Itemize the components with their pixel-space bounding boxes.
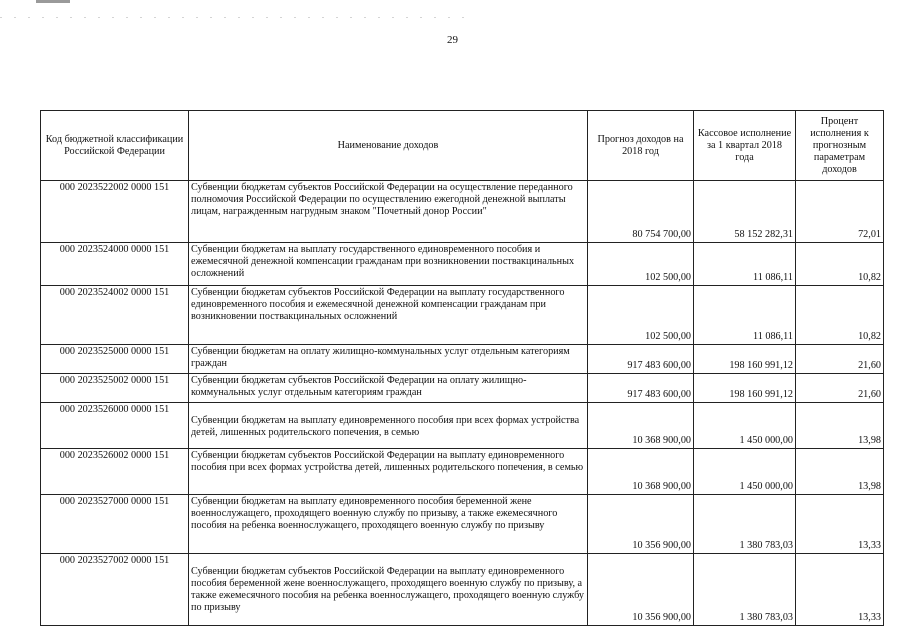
row-code: 000 2023522002 0000 151 bbox=[41, 181, 189, 243]
row-forecast: 80 754 700,00 bbox=[588, 181, 694, 243]
row-executed: 198 160 991,12 bbox=[694, 345, 796, 374]
page-number: 29 bbox=[447, 34, 458, 46]
table-row bbox=[41, 243, 884, 286]
table-row bbox=[41, 403, 884, 449]
row-forecast: 10 368 900,00 bbox=[588, 449, 694, 495]
table-row bbox=[41, 286, 884, 345]
table-row bbox=[41, 495, 884, 554]
header-name: Наименование доходов bbox=[189, 111, 588, 181]
row-code: 000 2023524002 0000 151 bbox=[41, 286, 189, 345]
row-executed: 58 152 282,31 bbox=[694, 181, 796, 243]
row-forecast: 10 356 900,00 bbox=[588, 554, 694, 626]
revenue-table bbox=[40, 110, 884, 626]
table-row bbox=[41, 374, 884, 403]
row-code: 000 2023527002 0000 151 bbox=[41, 554, 189, 626]
row-name: Субвенции бюджетам на выплату единовременного пособия при всех формах устройства детей, лишенных родительского попечения, в семью bbox=[189, 403, 588, 449]
table-row bbox=[41, 181, 884, 243]
row-executed: 11 086,11 bbox=[694, 243, 796, 286]
header-code: Код бюджетной классификации Российской Федерации bbox=[41, 111, 189, 181]
scan-artifact-dots bbox=[0, 17, 470, 18]
row-name: Субвенции бюджетам на оплату жилищно-коммунальных услуг отдельным категориям граждан bbox=[189, 345, 588, 374]
table-header-row bbox=[41, 111, 884, 181]
row-forecast: 102 500,00 bbox=[588, 286, 694, 345]
header-percent: Процент исполнения к прогнозным параметрам доходов bbox=[796, 111, 884, 181]
row-percent: 13,33 bbox=[796, 495, 884, 554]
row-percent: 10,82 bbox=[796, 286, 884, 345]
row-percent: 21,60 bbox=[796, 374, 884, 403]
row-forecast: 917 483 600,00 bbox=[588, 345, 694, 374]
row-executed: 1 380 783,03 bbox=[694, 495, 796, 554]
row-code: 000 2023525000 0000 151 bbox=[41, 345, 189, 374]
row-name: Субвенции бюджетам субъектов Российской Федерации на оплату жилищно-коммунальных услуг отдельным категориям граждан bbox=[189, 374, 588, 403]
row-forecast: 917 483 600,00 bbox=[588, 374, 694, 403]
row-code: 000 2023524000 0000 151 bbox=[41, 243, 189, 286]
table-row bbox=[41, 345, 884, 374]
table-row bbox=[41, 554, 884, 626]
row-name: Субвенции бюджетам субъектов Российской Федерации на осуществление переданного полномочия Российской Федерации по осуществлению ежегодной денежной выплаты лицам, награжденным нагрудным знаком "Почетный донор России" bbox=[189, 181, 588, 243]
row-name: Субвенции бюджетам субъектов Российской Федерации на выплату единовременного пособия беременной жене военнослужащего, проходящего военную службу по призыву, а также ежемесячного пособия на ребенка военнослужащего, проходящего военную службу по призыву bbox=[189, 554, 588, 626]
row-percent: 72,01 bbox=[796, 181, 884, 243]
header-forecast: Прогноз доходов на 2018 год bbox=[588, 111, 694, 181]
row-percent: 13,33 bbox=[796, 554, 884, 626]
row-percent: 13,98 bbox=[796, 403, 884, 449]
row-forecast: 102 500,00 bbox=[588, 243, 694, 286]
row-executed: 1 450 000,00 bbox=[694, 403, 796, 449]
row-name: Субвенции бюджетам на выплату единовременного пособия беременной жене военнослужащего, проходящего военную службу по призыву, а также ежемесячного пособия на ребенка военнослужащего, проходящего военную службу по призыву bbox=[189, 495, 588, 554]
row-code: 000 2023526002 0000 151 bbox=[41, 449, 189, 495]
row-executed: 1 380 783,03 bbox=[694, 554, 796, 626]
row-name: Субвенции бюджетам на выплату государственного единовременного пособия и ежемесячной денежной компенсации гражданам при возникновении поствакцинальных осложнений bbox=[189, 243, 588, 286]
row-executed: 11 086,11 bbox=[694, 286, 796, 345]
row-percent: 13,98 bbox=[796, 449, 884, 495]
row-code: 000 2023525002 0000 151 bbox=[41, 374, 189, 403]
table-row bbox=[41, 449, 884, 495]
row-forecast: 10 368 900,00 bbox=[588, 403, 694, 449]
row-executed: 1 450 000,00 bbox=[694, 449, 796, 495]
header-executed: Кассовое исполнение за 1 квартал 2018 года bbox=[694, 111, 796, 181]
row-percent: 21,60 bbox=[796, 345, 884, 374]
scan-artifact-mark bbox=[36, 0, 70, 3]
row-code: 000 2023526000 0000 151 bbox=[41, 403, 189, 449]
row-name: Субвенции бюджетам субъектов Российской Федерации на выплату единовременного пособия при всех формах устройства детей, лишенных родительского попечения, в семью bbox=[189, 449, 588, 495]
row-forecast: 10 356 900,00 bbox=[588, 495, 694, 554]
row-code: 000 2023527000 0000 151 bbox=[41, 495, 189, 554]
row-percent: 10,82 bbox=[796, 243, 884, 286]
row-name: Субвенции бюджетам субъектов Российской Федерации на выплату государственного единовременного пособия и ежемесячной денежной компенсации гражданам при возникновении поствакцинальных осложнений bbox=[189, 286, 588, 345]
row-executed: 198 160 991,12 bbox=[694, 374, 796, 403]
